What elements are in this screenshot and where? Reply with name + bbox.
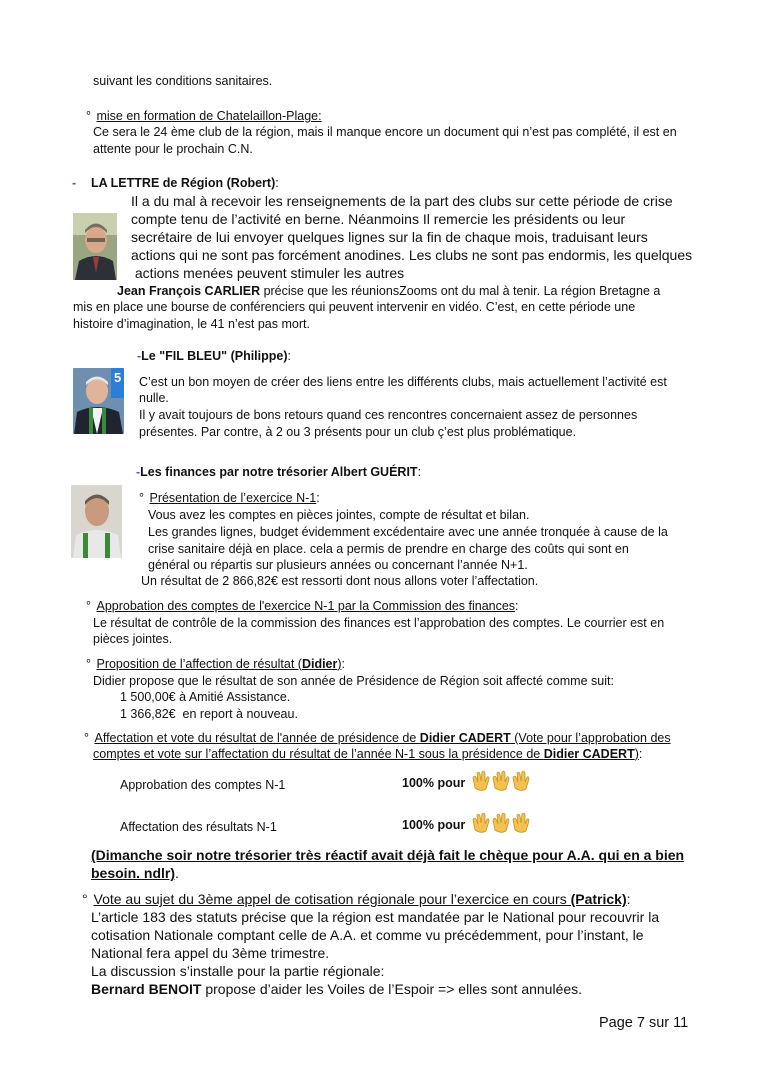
page-number: Page 7 sur 11 bbox=[599, 1015, 689, 1031]
vote-result-1: 100% pour bbox=[402, 776, 466, 790]
presentation-heading bbox=[139, 490, 320, 506]
affectation-line-2 bbox=[93, 746, 642, 762]
affectation-title-1 bbox=[94, 731, 670, 745]
affectation-l1c: (Vote pour l’approbation des bbox=[510, 731, 671, 745]
vote-name: (Patrick) bbox=[570, 891, 627, 907]
affectation-title-2 bbox=[93, 747, 639, 761]
vote-title bbox=[94, 891, 627, 907]
proposition-item-2: 1 366,82€ en report à nouveau. bbox=[120, 707, 298, 721]
filbleu-line-4: présentes. Par contre, à 2 ou 3 présents pour un club ç’est plus problématique. bbox=[139, 425, 577, 439]
note-line-2 bbox=[91, 864, 179, 882]
presentation-line-2: Les grandes lignes, budget évidemment excédentaire avec une année tronquée à cause de la bbox=[148, 525, 668, 539]
affectation-l2c: ) bbox=[634, 747, 639, 761]
vote-label-2: Affectation des résultats N-1 bbox=[120, 820, 277, 834]
proposition-title-text: Proposition de l’affection de résultat ( bbox=[96, 657, 302, 671]
note-line-1: (Dimanche soir notre trésorier très réactif avait déjà fait le chèque pour A.A. qui en a bien bbox=[91, 847, 685, 863]
vote-colon: : bbox=[626, 891, 631, 907]
affectation-l2b: Didier CADERT bbox=[543, 747, 635, 761]
formation-line-2: attente pour le prochain C.N. bbox=[93, 142, 253, 156]
vote-line-1: L’article 183 des statuts précise que la région est mandatée par le National pour recouvrir la bbox=[91, 909, 660, 925]
clapping-hands-icon bbox=[471, 770, 531, 796]
jf-line-3: histoire d’imagination, le 41 n’est pas mort. bbox=[73, 317, 310, 331]
approbation-line-2: pièces jointes. bbox=[93, 632, 173, 646]
jf-name: Jean François CARLIER bbox=[117, 284, 261, 298]
vote-result-row-1 bbox=[402, 770, 531, 796]
presentation-line-4: général ou répartis sur plusieurs années ou concernant l’année N+1. bbox=[148, 558, 528, 572]
bullet: ° bbox=[139, 491, 144, 505]
vote-line-3: National fera appel du 3ème trimestre. bbox=[91, 945, 330, 961]
presentation-title: Présentation de l’exercice N-1 bbox=[149, 491, 317, 505]
bullet: ° bbox=[86, 109, 91, 123]
lettre-title: LA LETTRE de Région (Robert) bbox=[91, 176, 276, 190]
lettre-line-5: actions menées peuvent stimuler les autres bbox=[131, 265, 405, 281]
proposition-title bbox=[96, 657, 341, 671]
affectation-l2a: comptes et vote sur l’affectation du résultat de l’année N-1 sous la présidence de bbox=[93, 747, 544, 761]
bullet: ° bbox=[82, 891, 88, 907]
lettre-colon: : bbox=[275, 176, 279, 190]
finances-heading bbox=[136, 464, 421, 480]
note-end: . bbox=[175, 865, 179, 881]
clapping-hands-icon bbox=[471, 812, 531, 838]
approbation-heading bbox=[86, 598, 519, 614]
proposition-line: Didier propose que le résultat de son année de Présidence de Région soit affecté comme suit: bbox=[93, 674, 614, 688]
vote-heading bbox=[82, 890, 631, 908]
approbation-line-1: Le résultat de contrôle de la commission des finances est l’approbation des comptes. Le courrier est en bbox=[93, 616, 665, 630]
jf-line bbox=[117, 283, 660, 299]
note-line-2-text: besoin. ndlr) bbox=[91, 865, 175, 881]
proposition-title-end: ) bbox=[337, 657, 342, 671]
lettre-line-1: Il a du mal à recevoir les renseignements de la part des clubs sur cette période de crise bbox=[131, 193, 673, 209]
vote-line-2: cotisation Nationale comptant celle de A.A. et comme vu précédemment, pour l’instant, le bbox=[91, 927, 644, 943]
proposition-colon: : bbox=[341, 657, 346, 671]
vote-label-1: Approbation des comptes N-1 bbox=[120, 778, 286, 792]
vote-result-2: 100% pour bbox=[402, 818, 466, 832]
bb-text: propose d’aider les Voiles de l’Espoir => elles sont annulées. bbox=[201, 981, 583, 997]
lettre-heading bbox=[91, 175, 279, 191]
filbleu-title: Le "FIL BLEU" (Philippe) bbox=[141, 349, 288, 363]
portrait-icon bbox=[73, 213, 117, 280]
lettre-dash: - bbox=[72, 176, 77, 190]
vote-line-4: La discussion s’installe pour la partie régionale: bbox=[91, 963, 385, 979]
presentation-colon: : bbox=[316, 491, 320, 505]
bullet: ° bbox=[86, 599, 91, 613]
proposition-heading bbox=[86, 656, 345, 672]
affectation-heading bbox=[84, 730, 671, 746]
formation-title: mise en formation de Chatelaillon-Plage: bbox=[96, 109, 322, 123]
proposition-name: Didier bbox=[301, 657, 338, 671]
formation-line-1: Ce sera le 24 ème club de la région, mais il manque encore un document qui n’est pas complété, il est en bbox=[93, 125, 677, 139]
bullet: ° bbox=[86, 657, 91, 671]
finances-colon: : bbox=[417, 465, 422, 479]
affectation-l1b: Didier CADERT bbox=[419, 731, 511, 745]
affectation-colon: : bbox=[638, 747, 643, 761]
robert-photo bbox=[73, 213, 117, 280]
approbation-colon: : bbox=[515, 599, 519, 613]
finances-title: Les finances par notre trésorier Albert GUÉRIT bbox=[140, 465, 418, 479]
presentation-line-1: Vous avez les comptes en pièces jointes, compte de résultat et bilan. bbox=[148, 508, 530, 522]
finances-dash: - bbox=[136, 465, 141, 479]
filbleu-line-3: Il y avait toujours de bons retours quand ces rencontres concernaient assez de personnes bbox=[139, 408, 638, 422]
vote-result-row-2 bbox=[402, 812, 531, 838]
portrait-icon bbox=[71, 485, 122, 558]
bullet: ° bbox=[84, 731, 89, 745]
intro-tail: suivant les conditions sanitaires. bbox=[93, 74, 273, 88]
photo-badge: 5 bbox=[114, 370, 122, 385]
lettre-line-4: actions qui ne sont pas forcément anodines. Les clubs ne sont pas endormis, les quelques bbox=[131, 247, 693, 263]
bb-name: Bernard BENOIT bbox=[91, 981, 202, 997]
vote-title-text: Vote au sujet du 3ème appel de cotisation régionale pour l’exercice en cours bbox=[93, 891, 567, 907]
affectation-l1a: Affectation et vote du résultat de l'année de présidence de bbox=[94, 731, 420, 745]
presentation-result: Un résultat de 2 866,82€ est ressorti dont nous allons voter l’affectation. bbox=[141, 574, 539, 588]
filbleu-line-1: C’est un bon moyen de créer des liens entre les différents clubs, mais actuellement l’activité est bbox=[139, 375, 667, 389]
formation-heading bbox=[86, 108, 322, 124]
lettre-line-2: compte tenu de l’activité en berne. Néanmoins Il remercie les présidents ou leur bbox=[131, 211, 626, 227]
proposition-item-1: 1 500,00€ à Amitié Assistance. bbox=[120, 690, 291, 704]
jf-line-2: mis en place une bourse de conférenciers qui peuvent intervenir en vidéo. C’est, en cette période une bbox=[73, 300, 636, 314]
albert-photo bbox=[71, 485, 122, 558]
filbleu-line-2: nulle. bbox=[139, 391, 169, 405]
presentation-line-3: crise sanitaire déjà en place. cela a permis de prendre en charge des coûts qui sont en bbox=[148, 542, 629, 556]
filbleu-colon: : bbox=[287, 349, 292, 363]
filbleu-dash: - bbox=[137, 349, 142, 363]
approbation-title: Approbation des comptes de l'exercice N-1 par la Commission des finances bbox=[96, 599, 516, 613]
jf-text: précise que les réunionsZooms ont du mal à tenir. La région Bretagne a bbox=[260, 284, 661, 298]
lettre-line-3: secrétaire de lui envoyer quelques lignes sur la fin de chaque mois, traduisant leurs bbox=[131, 229, 648, 245]
philippe-photo bbox=[73, 368, 124, 434]
vote-line-5 bbox=[91, 980, 582, 998]
filbleu-heading bbox=[137, 348, 291, 364]
